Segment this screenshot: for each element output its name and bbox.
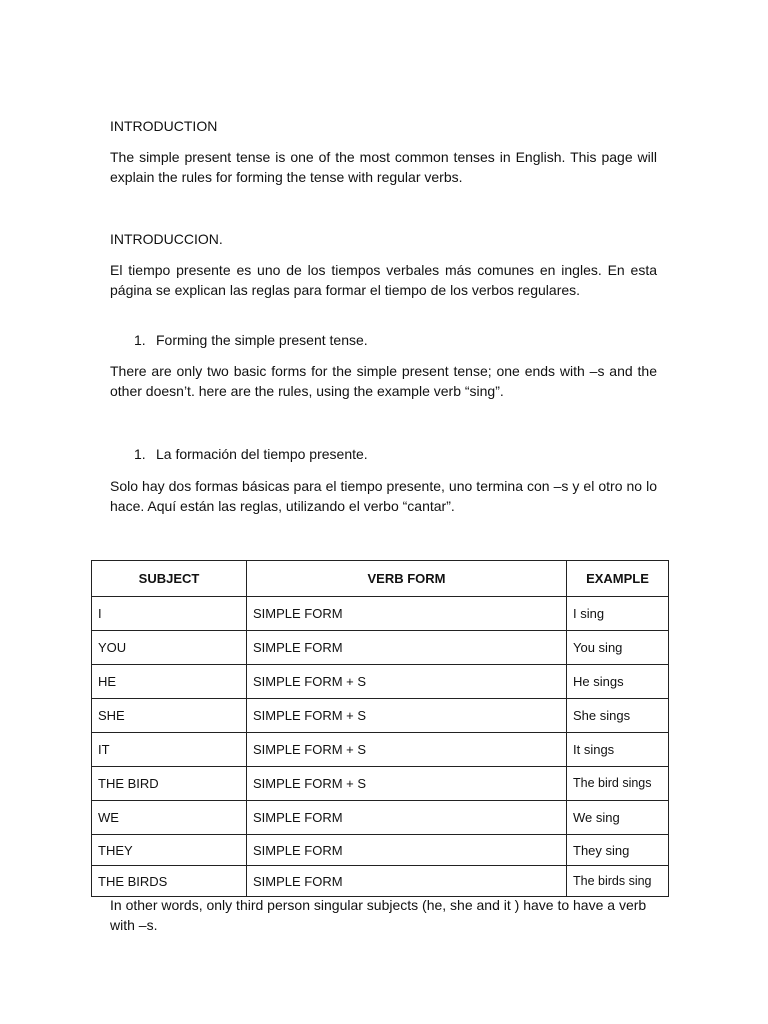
example-cell: We sing	[567, 801, 669, 835]
table-row	[92, 733, 669, 767]
table-row	[92, 665, 669, 699]
subject-cell: IT	[92, 733, 247, 767]
section1-es-paragraph: Solo hay dos formas básicas para el tiempo presente, uno termina con –s y el otro no lo hace. Aquí están las reglas, utilizando el verbo “cantar”.	[110, 478, 657, 514]
table-row	[92, 801, 669, 835]
header-verb-form: VERB FORM	[247, 561, 567, 597]
example-cell: I sing	[567, 597, 669, 631]
intro-es-paragraph: El tiempo presente es uno de los tiempos verbales más comunes en ingles. En esta página se explican las reglas para formar el tiempo de los verbos regulares.	[110, 262, 657, 298]
section1-number: 1.	[134, 332, 146, 348]
example-cell: The bird sings	[567, 767, 669, 801]
subject-cell: I	[92, 597, 247, 631]
verb-form-cell: SIMPLE FORM	[247, 866, 567, 897]
intro-heading: INTRODUCTION	[110, 118, 218, 134]
verb-form-cell: SIMPLE FORM + S	[247, 699, 567, 733]
intro-paragraph: The simple present tense is one of the most common tenses in English. This page will explain the rules for forming the tense with regular verbs.	[110, 149, 657, 185]
subject-cell: YOU	[92, 631, 247, 665]
section1-es-title: La formación del tiempo presente.	[156, 446, 368, 462]
table-row	[92, 866, 669, 897]
table-row	[92, 631, 669, 665]
subject-cell: THE BIRDS	[92, 866, 247, 897]
header-example: EXAMPLE	[567, 561, 669, 597]
verb-form-cell: SIMPLE FORM + S	[247, 767, 567, 801]
verb-form-table	[91, 560, 669, 897]
verb-form-cell: SIMPLE FORM + S	[247, 665, 567, 699]
section1-title: Forming the simple present tense.	[156, 332, 368, 348]
section1-es-number: 1.	[134, 446, 146, 462]
example-cell: It sings	[567, 733, 669, 767]
example-cell: You sing	[567, 631, 669, 665]
conclusion-paragraph: In other words, only third person singular subjects (he, she and it ) have to have a verb with –s.	[110, 897, 647, 933]
verb-form-cell: SIMPLE FORM	[247, 597, 567, 631]
subject-cell: HE	[92, 665, 247, 699]
table-row	[92, 767, 669, 801]
header-subject: SUBJECT	[92, 561, 247, 597]
verb-form-cell: SIMPLE FORM + S	[247, 733, 567, 767]
intro-es-heading: INTRODUCCION.	[110, 231, 223, 247]
subject-cell: SHE	[92, 699, 247, 733]
section1-paragraph: There are only two basic forms for the simple present tense; one ends with –s and the other doesn’t. here are the rules, using the example verb “sing”.	[110, 363, 657, 399]
example-cell: She sings	[567, 699, 669, 733]
subject-cell: WE	[92, 801, 247, 835]
verb-form-cell: SIMPLE FORM	[247, 835, 567, 866]
table-row	[92, 835, 669, 866]
example-cell: He sings	[567, 665, 669, 699]
section1-list-item	[134, 331, 654, 351]
verb-form-cell: SIMPLE FORM	[247, 801, 567, 835]
example-cell: They sing	[567, 835, 669, 866]
table-header-row	[92, 561, 669, 597]
table-row	[92, 597, 669, 631]
table-row	[92, 699, 669, 733]
example-cell: The birds sing	[567, 866, 669, 897]
section1-es-list-item	[134, 445, 654, 465]
subject-cell: THEY	[92, 835, 247, 866]
verb-form-cell: SIMPLE FORM	[247, 631, 567, 665]
subject-cell: THE BIRD	[92, 767, 247, 801]
